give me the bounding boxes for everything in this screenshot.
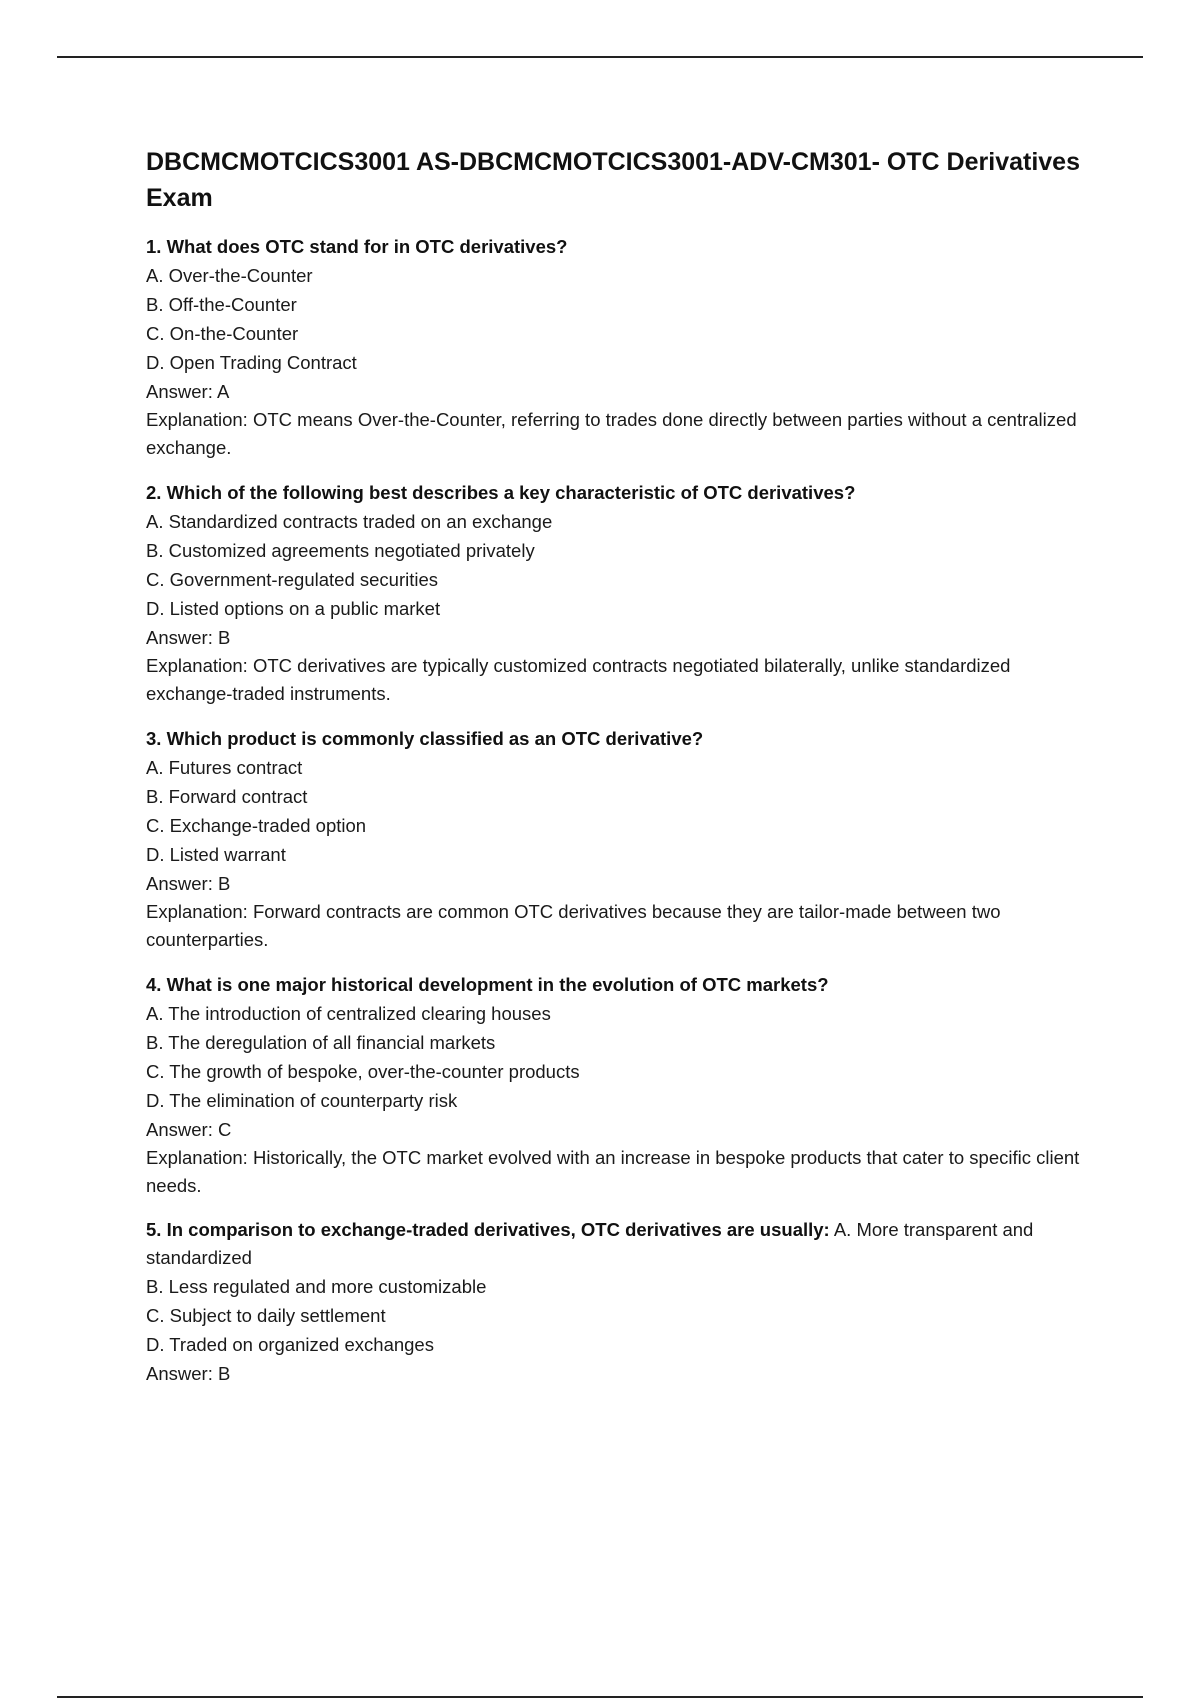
exam-content (146, 144, 1096, 1404)
question-text: 5. In comparison to exchange-traded derivatives, OTC derivatives are usually: (146, 1219, 830, 1240)
option-a: A. The introduction of centralized clearing houses (146, 1003, 551, 1024)
question-block (146, 478, 1096, 708)
option-d: D. Listed options on a public market (146, 598, 441, 619)
option-d: D. Traded on organized exchanges (146, 1334, 434, 1355)
option-b: B. Less regulated and more customizable (146, 1276, 487, 1297)
option-d: D. The elimination of counterparty risk (146, 1090, 458, 1111)
option-b: B. Off-the-Counter (146, 294, 297, 315)
question-text: 2. Which of the following best describes a key characteristic of OTC derivatives? (146, 482, 856, 503)
option-a: A. Over-the-Counter (146, 265, 313, 286)
answer-text: Answer: B (146, 873, 231, 894)
explanation-text: Explanation: Historically, the OTC market evolved with an increase in bespoke products that cater to specific client needs. (146, 1147, 1080, 1196)
explanation-text: Explanation: OTC derivatives are typically customized contracts negotiated bilaterally, unlike standardized exchange-traded instruments. (146, 655, 1011, 704)
answer-text: Answer: A (146, 381, 230, 402)
question-block (146, 232, 1096, 462)
option-b: B. The deregulation of all financial markets (146, 1032, 496, 1053)
option-b: B. Forward contract (146, 786, 308, 807)
option-c: C. On-the-Counter (146, 323, 299, 344)
answer-text: Answer: C (146, 1119, 232, 1140)
option-a: A. Standardized contracts traded on an exchange (146, 511, 553, 532)
question-text: 1. What does OTC stand for in OTC derivatives? (146, 236, 568, 257)
explanation-text: Explanation: Forward contracts are common OTC derivatives because they are tailor-made between two counterparties. (146, 901, 1001, 950)
bottom-rule (57, 1696, 1143, 1698)
option-c: C. Exchange-traded option (146, 815, 367, 836)
option-a: A. More transparent and standardized (146, 1219, 1034, 1268)
answer-text: Answer: B (146, 627, 231, 648)
top-rule (57, 56, 1143, 58)
option-c: C. The growth of bespoke, over-the-counter products (146, 1061, 580, 1082)
answer-text: Answer: B (146, 1363, 231, 1384)
question-text: 3. Which product is commonly classified as an OTC derivative? (146, 728, 704, 749)
option-c: C. Subject to daily settlement (146, 1305, 386, 1326)
option-a: A. Futures contract (146, 757, 303, 778)
question-block (146, 1216, 1096, 1388)
question-block (146, 724, 1096, 954)
document-title: DBCMCMOTCICS3001 AS-DBCMCMOTCICS3001-ADV-CM301- OTC Derivatives Exam (146, 148, 1080, 212)
explanation-text: Explanation: OTC means Over-the-Counter, referring to trades done directly between parties without a centralized exchange. (146, 409, 1077, 458)
option-d: D. Open Trading Contract (146, 352, 357, 373)
option-c: C. Government-regulated securities (146, 569, 439, 590)
option-b: B. Customized agreements negotiated privately (146, 540, 535, 561)
question-with-first-option (146, 1216, 1096, 1272)
question-text: 4. What is one major historical development in the evolution of OTC markets? (146, 974, 829, 995)
question-block (146, 970, 1096, 1200)
option-d: D. Listed warrant (146, 844, 286, 865)
